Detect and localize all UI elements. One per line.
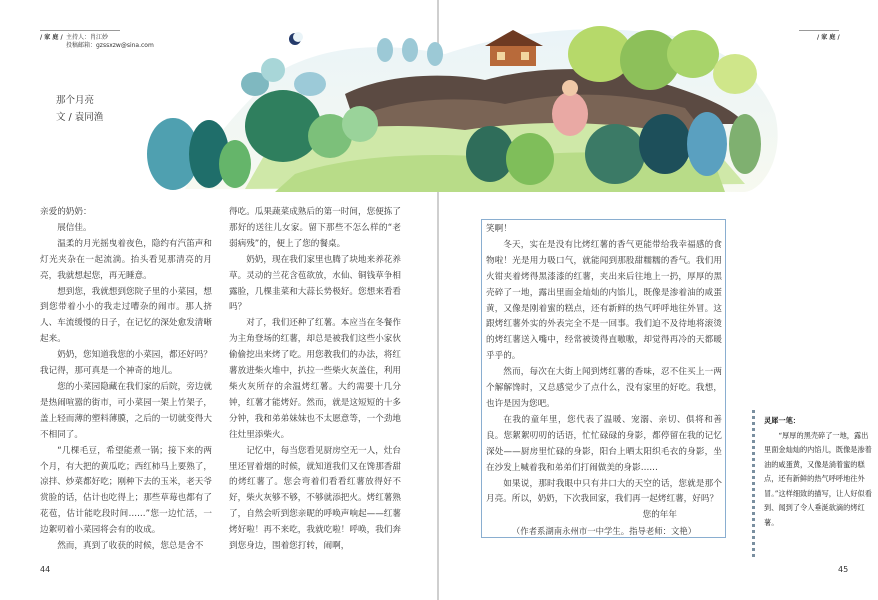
article-author: 文 / 袁同渔 <box>56 112 104 123</box>
essay-text <box>486 222 722 540</box>
paragraph: 在我的童年里，您代表了温暖、宠溺、亲切、俱将和善良。您絮絮叨叨的话语，忙忙碌碌的身影，都停留在我的记忆深处——厨房里忙碌的身影，阳台上晒太阳织毛衣的身影，坐在沙发上喊着我和弟弟们打闹做美的身影…… <box>486 414 722 473</box>
paragraph: 如果说，那时我眼中只有井口大的天空的话，您就是那个月亮。所以，奶奶，下次我回家，我们再一起烤红薯，好吗？ <box>486 478 722 505</box>
paragraph: 想到您，我就想到您院子里的小菜园，想到您带着小小的我走过嘈杂的闹市。那人挤人、车流缓慢的日子，在记忆的深处愈发清晰起来。 <box>40 286 212 345</box>
paragraph: 冬天，实在是没有比烤红薯的香气更能带给我幸福感的食物啦！光是用力吸口气，就能闻到那股甜糯糯的香气。我们用火钳夹着烤得黑漆漆的红薯，夹出来后往地上一扔，厚厚的黑壳碎了一地，露出里面金灿灿的内馅儿，既像是渗着油的咸蛋黄，又像是刚着蜜的糕点，还有新鲜的热气呼呼地往外冒。这跟烤红薯外实的外表完全不是一回事。我们迫不及待地将滚烫的烤红薯送入嘴中，经常被烫得直嗷嗷，却觉得再冷的天都暖乎乎的。 <box>486 239 722 362</box>
section-label-right: / 家 庭 / <box>817 34 840 41</box>
garden-illustration <box>145 14 785 194</box>
host-label: 主持人：肖江妙 <box>66 34 109 41</box>
commentary-title: 灵犀一笔： <box>764 416 800 425</box>
paragraph: 您的小菜园隐藏在我们家的后院，旁边就是热闹喧嚣的街市，可小菜园一架上竹架子，盖上轻而薄的塑料薄膜，之后的一切就变得大不相同了。 <box>40 381 212 440</box>
paragraph: 笑啊！ <box>486 224 512 234</box>
commentary-note <box>764 414 872 530</box>
paragraph: 得吃。瓜果蔬菜成熟后的第一时间，您便拣了那好的送往儿女家。留下那些不怎么样的“老弱病残”的，便上了您的餐桌。 <box>229 207 401 249</box>
essay-box <box>481 219 726 538</box>
paragraph: 记忆中，每当您看见厨房空无一人，灶台里还冒着烟的时候，就知道我们又在馋那香甜的烤红薯了。您会弯着们看看红薯放得好不好，柴火灰够不够，不够就添把火。烤红薯熟了，自然会听到您亲昵的呼唤声响起——红薯烤好啦！再不来吃，我就吃啦！呼唤，我们奔到您身边，围着您打转，闹啊， <box>229 445 401 552</box>
page-number-right: 45 <box>838 565 849 574</box>
left-column-2 <box>229 205 401 555</box>
paragraph: 展信佳。 <box>57 222 92 233</box>
paragraph: 然而，真到了收获的时候，您总是舍不 <box>57 541 204 552</box>
commentary-body: “厚厚的黑壳碎了一地，露出里面金灿灿的内馅儿，既像是渗着油的咸蛋黄，又像是淌着蜜的糕点，还有新鲜的热气呼呼地往外冒。”这样细致的描写，让人好似看到、闻到了令人垂涎欲滴的烤红薯。 <box>764 430 872 527</box>
header-rule-left <box>40 30 120 31</box>
section-label-left: / 家 庭 / <box>40 34 63 41</box>
paragraph: 温柔的月光摇曳着夜色，隐约有汽笛声和灯光夹杂在一起流淌。抬头看见那清亮的月亮，我就想起您，再无睡意。 <box>40 238 212 281</box>
header-rule-right <box>799 30 839 31</box>
school-note: （作者系湖南永州市一中学生。指导老师：文艳） <box>511 526 697 537</box>
signature: 您的年年 <box>642 510 677 521</box>
email-label: 投稿邮箱：gzssxzw@sina.com <box>66 42 154 49</box>
article-title: 那个月亮 <box>56 95 95 106</box>
left-column-1 <box>40 205 212 555</box>
paragraph: 奶奶，现在我们家里也腾了块地来养花养草。灵动的兰花含苞欲放，水仙、铜钱草争相露脸，几棵韭菜和大蒜长势极好。您想来看看吗？ <box>229 254 401 313</box>
page-number-left: 44 <box>40 565 51 574</box>
paragraph: 然而，每次在大街上闻到烤红薯的香味，忍不住买上一两个解解馋时，又总感觉少了点什么，没有家里的好吃。我想，也许是因为您吧。 <box>486 367 722 409</box>
paragraph: 亲爱的奶奶： <box>40 207 92 217</box>
paragraph: 奶奶，您知道我您的小菜园，都还好吗？我记得，那可真是一个神奇的地儿。 <box>40 350 212 377</box>
paragraph: “几棵毛豆，希望能煮一锅；接下来的两个月，有大把的黄瓜吃；西红柿马上要熟了，凉拌、炒菜都好吃；刚种下去的玉米，老天爷赏脸的话，估计也吃得上；那些草莓也都有了花苞，估计能吃段时间……”您一边忙活，一边絮叨着小菜园将会有的收成。 <box>40 445 212 536</box>
note-divider <box>752 410 755 560</box>
paragraph: 对了，我们还种了红薯。本应当在冬餐作为主角登场的红薯，却总是被我们这些小家伙偷偷挖出来烤了吃。用您教我们的办法，将红薯放进柴火堆中，扒拉一些柴火灰盖住，利用柴火灰所存的余温烤红薯。大约需要十几分钟，红薯才能烤好。然而，就是这短短的十多分钟，我和弟弟妹妹也不太愿意等，一个劲地往灶里添柴火。 <box>229 318 401 440</box>
